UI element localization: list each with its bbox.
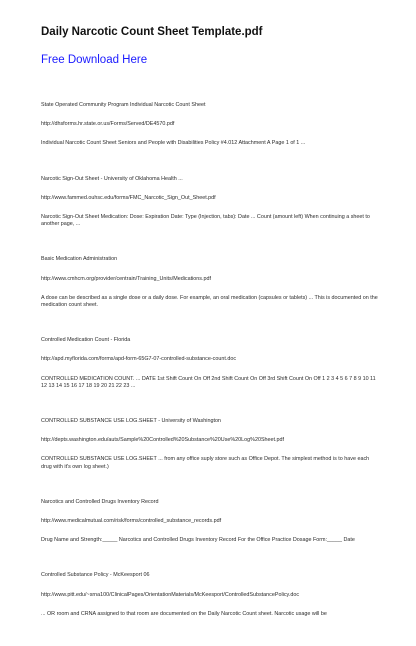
result-title: Narcotics and Controlled Drugs Inventory Record	[41, 498, 159, 505]
result-url: http://www.pitt.edu/~srna100/ClinicalPages/OrientationMaterials/McKeesport/ControlledSubstancePolicy.doc	[41, 591, 300, 598]
result-url: http://www.cmhcm.org/provider/centrain/Training_Units/Medications.pdf	[41, 275, 211, 282]
result-item	[41, 102, 381, 148]
result-url: http://www.medicalmutual.com/risk/forms/controlled_substance_records.pdf	[41, 518, 222, 525]
result-snippet: Narcotic Sign-Out Sheet Medication: Dose: Expiration Date: Type (Injection, tabs): Date ... Count (amount left) When continuing a sheet to another page, ...	[41, 214, 370, 228]
document-title: Daily Narcotic Count Sheet Template.pdf	[41, 26, 263, 38]
result-title: Controlled Medication Count - Florida	[41, 337, 131, 344]
result-url: http://apd.myflorida.com/forms/apd-form-65G7-07-controlled-substance-count.doc	[41, 356, 237, 363]
result-title: State Operated Community Program Individual Narcotic Count Sheet	[41, 102, 206, 108]
result-item	[41, 256, 381, 309]
result-item	[41, 418, 381, 471]
result-url: http://depts.washington.edu/auts/Sample%20Controlled%20Substance%20Use%20Log%20Sheet.pdf	[41, 437, 285, 444]
result-snippet: CONTROLLED MEDICATION COUNT. ... DATE 1st Shift Count On Off 2nd Shift Count On Off 3rd Shift Count On Off 1 2 3 4 5 6 7 8 9 10 11 12 13 14 15 16 17 18 19 20 21 22 23 ...	[41, 375, 376, 389]
result-title: Narcotic Sign-Out Sheet - University of Oklahoma Health ...	[41, 175, 183, 182]
result-item	[41, 337, 381, 390]
result-item	[41, 572, 381, 618]
result-item	[41, 499, 381, 545]
result-title: Basic Medication Administration	[41, 256, 118, 263]
results-list	[41, 102, 381, 646]
result-snippet: A dose can be described as a single dose or a daily dose. For example, an oral medication (capsules or tablets) ... This is documented on the medication count sheet.	[41, 294, 378, 309]
result-url: http://dhsforms.hr.state.or.us/Forms/Served/DE4570.pdf	[41, 121, 175, 128]
result-url: http://www.fammed.ouhsc.edu/forms/FMC_Narcotic_Sign_Out_Sheet.pdf	[41, 194, 216, 201]
result-snippet: CONTROLLED SUBSTANCE USE LOG.SHEET ... from any office suply store such as Office Depot. The simplest method is to have each drug with it's own log sheet.)	[41, 456, 370, 470]
result-title: CONTROLLED SUBSTANCE USE LOG.SHEET - University of Washington	[41, 418, 221, 425]
result-snippet: Drug Name and Strength:_____ Narcotics and Controlled Drugs Inventory Record For the Office Practice Dosage Form:_____ Date	[41, 537, 355, 544]
result-snippet: Individual Narcotic Count Sheet Seniors and People with Disabilities Policy #4.012 Attachment A Page 1 of 1 ...	[41, 140, 306, 147]
result-title: Controlled Substance Policy - McKeesport 06	[41, 572, 150, 579]
free-download-link[interactable]: Free Download Here	[41, 54, 148, 66]
result-item	[41, 176, 381, 229]
result-snippet: ... OR room and CRNA assigned to that room are documented on the Daily Narcotic Count sheet. Narcotic usage will be	[41, 610, 327, 617]
